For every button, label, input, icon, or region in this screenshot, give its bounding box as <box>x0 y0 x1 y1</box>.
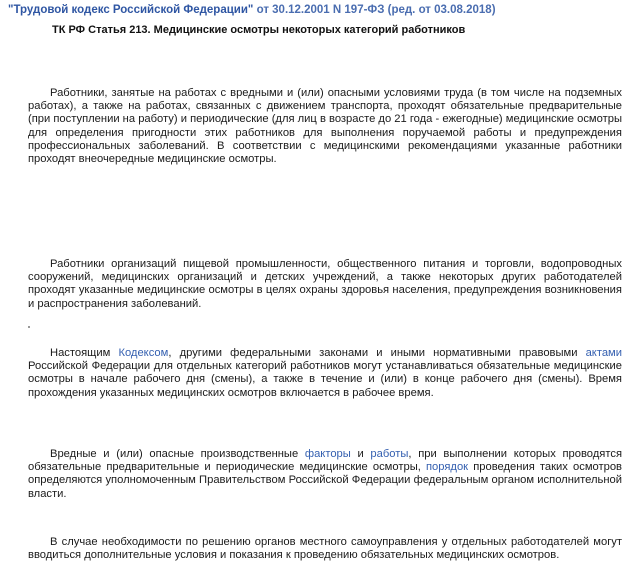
works-link[interactable]: работы <box>370 448 409 460</box>
paragraph-3-text-1: Настоящим <box>50 347 119 359</box>
acts-link[interactable]: актами <box>585 347 622 359</box>
paragraph-2 <box>28 258 622 311</box>
labor-code-link[interactable]: "Трудовой кодекс Российской Федерации" <box>8 4 254 16</box>
paragraph-4-text-2: и <box>350 448 371 460</box>
paragraph-5 <box>28 536 622 562</box>
paragraph-2-text: Работники организаций пищевой промышленности, общественного питания и торговли, водопроводных сооружений, медицинских организаций и детских учреждений, а также некоторых других работодателей проходят указанные медицинские осмотры в целях охраны здоровья населения, предупреждения возникновения и распространения заболеваний. <box>28 258 622 310</box>
code-link[interactable]: Кодексом <box>118 347 169 359</box>
paragraph-1 <box>28 87 622 166</box>
bullet-dot <box>28 326 30 328</box>
paragraph-1-text: Работники, занятые на работах с вредными и (или) опасными условиями труда (в том числе на подземных работах), а также на работах, связанных с движением транспорта, проходят обязательные предварительные (при поступлении на работу) и периодические (для лиц в возрасте до 21 года - ежегодные) медицинские осмотры для определения пригодности этих работников для выполнения поручаемой работы и предупреждения профессиональных заболеваний. В соответствии с медицинскими рекомендациями указанные работники проходят внеочередные медицинские осмотры. <box>28 87 622 166</box>
procedure-link[interactable]: порядок <box>425 461 469 474</box>
paragraph-4-text-4: проведения таких осмотров определяются уполномоченным Правительством Российской Федерации федеральным органом исполнительной власти. <box>28 461 622 500</box>
paragraph-3-text-2: , другими федеральными законами и иными нормативными правовыми <box>168 347 586 359</box>
paragraph-5-text: В случае необходимости по решению органов местного самоуправления у отдельных работодателей могут вводиться дополнительные условия и показания к проведению обязательных медицинских осмотров. <box>28 536 622 562</box>
factors-link[interactable]: факторы <box>304 448 351 460</box>
code-revision-info: от 30.12.2001 N 197-ФЗ (ред. от 03.08.2018) <box>253 4 496 16</box>
paragraph-4-text-3: , при выполнении которых проводятся обязательные предварительные и периодические медицинские осмотры, <box>28 448 622 474</box>
paragraph-4 <box>28 448 622 501</box>
paragraph-3 <box>28 347 622 400</box>
paragraph-4-text-1: Вредные и (или) опасные производственные <box>50 448 305 460</box>
paragraph-3-text-3: Российской Федерации для отдельных категорий работников могут устанавливаться обязательные медицинские осмотры в начале рабочего дня (смены), а также в течение и (или) в конце рабочего дня (смены). Время прохождения указанных медицинских осмотров включается в рабочее время. <box>28 360 622 399</box>
article-title: ТК РФ Статья 213. Медицинские осмотры некоторых категорий работников <box>52 24 466 36</box>
document-header <box>8 2 632 18</box>
